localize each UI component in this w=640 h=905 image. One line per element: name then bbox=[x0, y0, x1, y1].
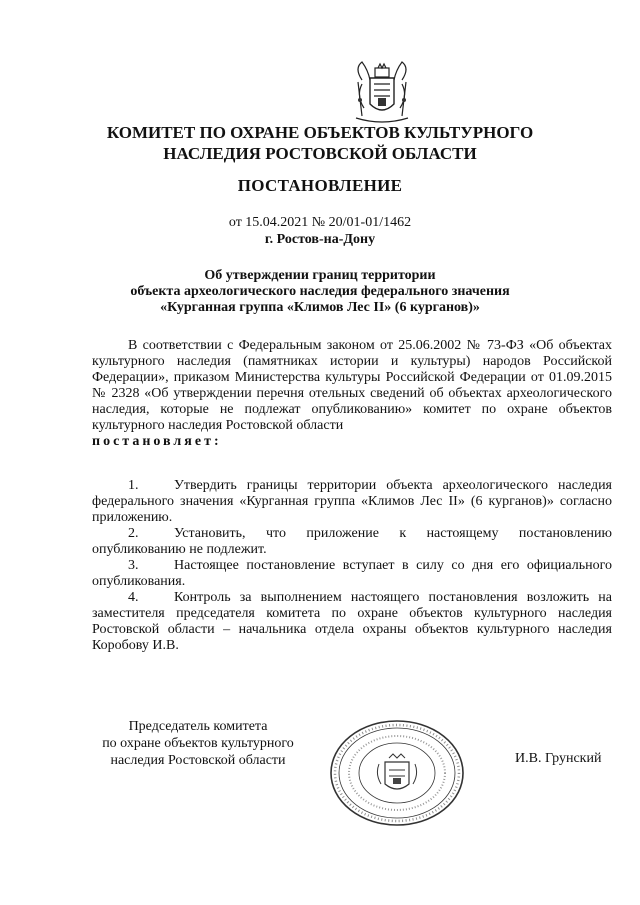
item-text: Контроль за выполнением настоящего постановления возложить на заместителя председателя комитета по охране объектов культурного наследия Ростовской области – начальника отдела охраны объектов культурного наследия Коробову И.В. bbox=[92, 590, 612, 653]
signatory-title-line-3: наследия Ростовской области bbox=[110, 753, 286, 768]
signatory-title bbox=[82, 718, 314, 769]
document-type: ПОСТАНОВЛЕНИЕ bbox=[237, 176, 403, 195]
subject-line-3: «Курганная группа «Климов Лес II» (6 курганов)» bbox=[160, 300, 480, 315]
resolution-items bbox=[92, 478, 612, 654]
item-number: 4. bbox=[128, 590, 139, 605]
preamble-text: В соответствии с Федеральным законом от 25.06.2002 № 73-ФЗ «Об объектах культурного наследия (памятниках истории и культуры) народов Российской Федерации», приказом Министерства культуры Российской Федерации от 01.09.2015 № 2328 «Об утверждении перечня отельных сведений об объектах археологического наследия, которые не подлежат опубликованию» комитет по охране объектов культурного наследия Ростовской области bbox=[92, 338, 612, 433]
official-seal-icon bbox=[327, 718, 467, 828]
city: г. Ростов-на-Дону bbox=[264, 232, 376, 247]
resolution-item-4 bbox=[92, 590, 612, 654]
org-line-2: НАСЛЕДИЯ РОСТОВСКОЙ ОБЛАСТИ bbox=[163, 144, 477, 163]
date-number: от 15.04.2021 № 20/01-01/1462 bbox=[228, 215, 412, 230]
subject-line-2: объекта археологического наследия федерального значения bbox=[130, 284, 510, 299]
resolution-item-3 bbox=[92, 558, 612, 590]
coat-of-arms-icon bbox=[348, 60, 416, 126]
item-number: 1. bbox=[128, 478, 139, 493]
subject-line-1: Об утверждении границ территории bbox=[204, 268, 436, 283]
org-line-1: КОМИТЕТ ПО ОХРАНЕ ОБЪЕКТОВ КУЛЬТУРНОГО bbox=[106, 123, 534, 142]
organization-name bbox=[0, 122, 640, 164]
document-subject bbox=[0, 268, 640, 316]
signatory-title-line-1: Председатель комитета bbox=[128, 719, 268, 734]
item-text: Утвердить границы территории объекта археологического наследия федерального значения «Курганная группа «Климов Лес II» (6 курганов)» согласно приложению. bbox=[92, 478, 612, 525]
signatory-title-line-2: по охране объектов культурного bbox=[102, 736, 294, 751]
resolution-item-2 bbox=[92, 526, 612, 558]
resolution-item-1 bbox=[92, 478, 612, 526]
preamble bbox=[92, 338, 612, 450]
item-number: 2. bbox=[128, 526, 139, 541]
item-number: 3. bbox=[128, 558, 139, 573]
resolves-word: постановляет: bbox=[92, 434, 222, 449]
item-text: Настоящее постановление вступает в силу со дня его официального опубликования. bbox=[92, 558, 612, 589]
signatory-name: И.В. Грунский bbox=[515, 751, 602, 766]
item-text: Установить, что приложение к настоящему постановлению опубликованию не подлежит. bbox=[92, 526, 612, 557]
